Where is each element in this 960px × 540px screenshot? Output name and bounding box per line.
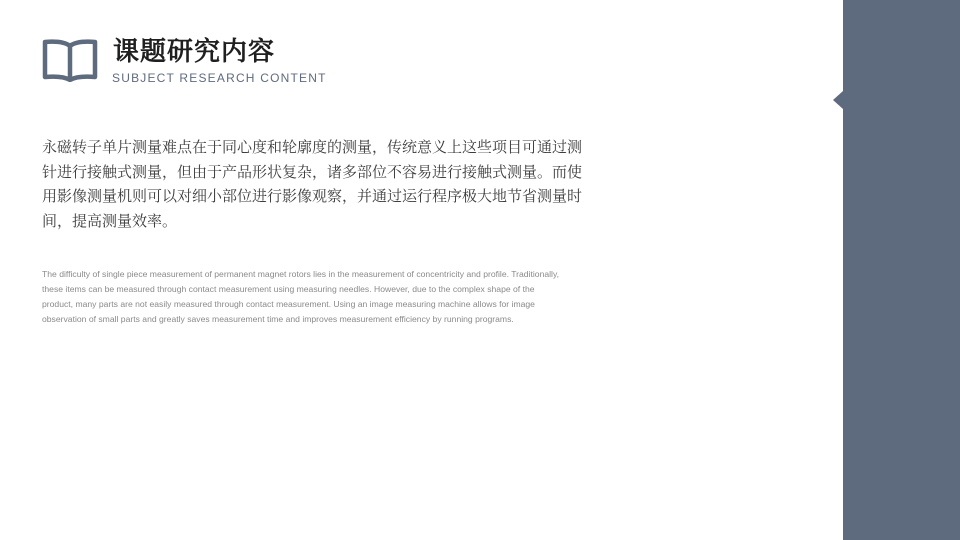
- side-panel-notch: [833, 91, 843, 109]
- page-title: 课题研究内容: [113, 37, 276, 67]
- page-subtitle: SUBJECT RESEARCH CONTENT: [112, 71, 327, 85]
- side-panel: [843, 0, 960, 540]
- book-open-icon: [41, 38, 99, 82]
- body-paragraph-english: The difficulty of single piece measurement of permanent magnet rotors lies in the measurement of concentricity and profile. Traditionally, these items can be measured through contact measurement using measuring needles. However, due to the complex shape of the product, many parts are not easily measured through contact measurement. Using an image measuring machine allows for image observation of small parts and greatly saves measurement time and improves measurement efficiency by running programs.: [42, 269, 559, 324]
- body-paragraph-chinese: 永磁转子单片测量难点在于同心度和轮廓度的测量，传统意义上这些项目可通过测针进行接触式测量，但由于产品形状复杂，诸多部位不容易进行接触式测量。而使用影像测量机则可以对细小部位进行影像观察，并通过运行程序极大地节省测量时间，提高测量效率。: [42, 138, 583, 230]
